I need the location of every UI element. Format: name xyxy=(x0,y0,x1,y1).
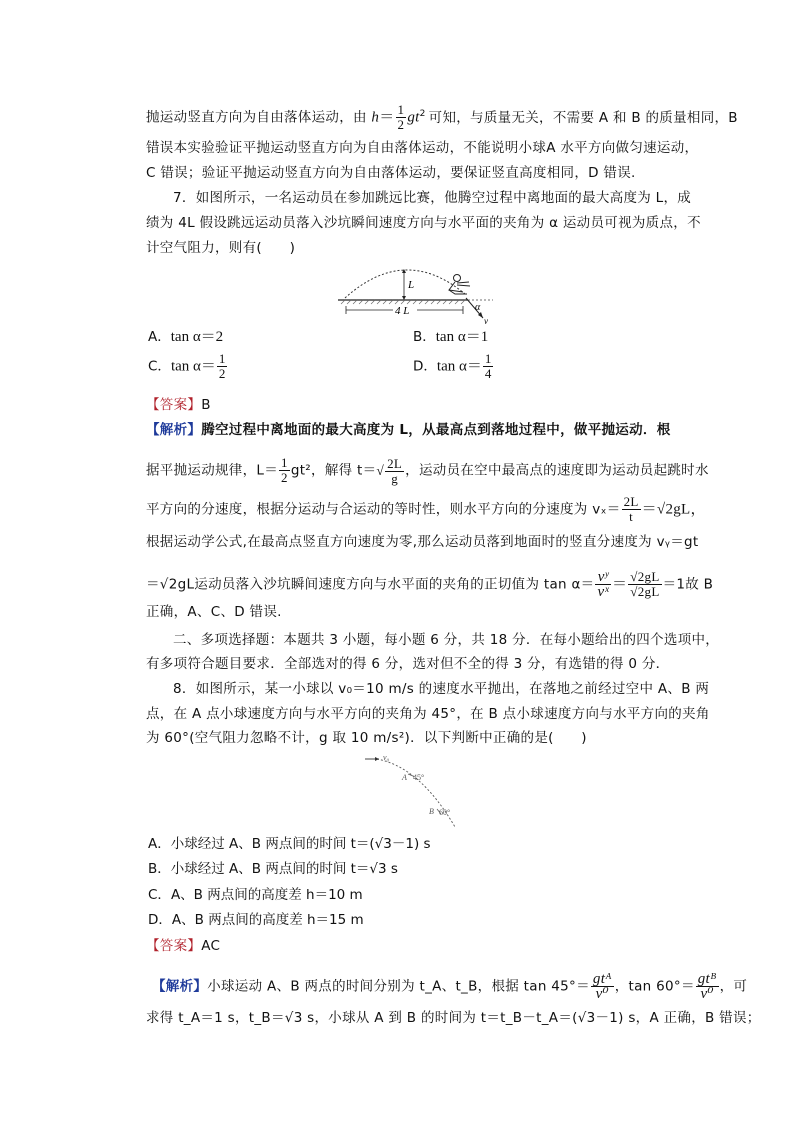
fraction: $\frac{1}{2}$ xyxy=(397,102,405,132)
prev-explanation-line3: C 错误；验证平抛运动竖直方向为自由落体运动，要保证竖直高度相同，D 错误. xyxy=(146,165,636,181)
option-label: D． xyxy=(148,912,172,928)
option-text: 小球经过 A、B 两点间的时间 t＝(√3－1) s xyxy=(170,836,431,852)
fraction: $\frac{\text{gtᴬ}}{\text{v⁰}}$ xyxy=(592,971,612,1002)
text: 可知，与质量无关，不需要 A 和 B 的质量相同，B xyxy=(428,109,738,126)
option-text: tan α＝2 xyxy=(170,329,224,345)
text: 腾空过程中离地面的最大高度为 L，从最高点到落地过程中，做平抛运动．根 xyxy=(201,422,671,438)
q7-option-d[interactable] xyxy=(413,352,494,381)
section2-line2: 有多项符合题目要求．全部选对的得 6 分，选对但不全的得 3 分，有选错的得 0 分． xyxy=(146,656,670,672)
q7-stem-line2: 绩为 4L 假设跳远运动员落入沙坑瞬间速度方向与水平面的夹角为 α 运动员可视为质点，不 xyxy=(146,215,701,231)
q7-option-c[interactable] xyxy=(148,352,228,381)
q8-option-c[interactable] xyxy=(148,885,363,905)
text: ＝1故 B xyxy=(662,576,714,593)
svg-text:L: L xyxy=(408,279,415,291)
explanation-tag: 【解析】 xyxy=(146,422,202,438)
prev-explanation-line2: 错误本实验验证平抛运动竖直方向为自由落体运动，不能说明小球A 水平方向做匀速运动， xyxy=(146,140,699,156)
q7-explanation-line6: 正确，A、C、D 错误. xyxy=(146,604,282,620)
answer-tag: 【答案】 xyxy=(146,397,202,413)
q7-explanation-line1 xyxy=(146,420,671,440)
fraction: $\frac{\text{vʸ}}{\text{vˣ}}$ xyxy=(597,569,609,600)
q7-option-b[interactable] xyxy=(413,327,488,347)
svg-text:v: v xyxy=(484,316,488,326)
q8-answer xyxy=(146,936,220,956)
svg-text:60°: 60° xyxy=(439,808,451,817)
q7-stem-line1: 7．如图所示，一名运动员在参加跳远比赛，他腾空过程中离地面的最大高度为 L，成 xyxy=(173,190,692,206)
option-text: 小球经过 A、B 两点间的时间 t＝√3 s xyxy=(170,861,398,877)
projectile-figure xyxy=(355,752,465,832)
fraction: $\frac{1}{2}$ xyxy=(218,351,226,381)
fraction: $\frac{1}{4}$ xyxy=(484,351,492,381)
q8-option-d[interactable] xyxy=(148,910,364,930)
formula: h xyxy=(371,109,380,126)
svg-text:45°: 45° xyxy=(413,773,425,782)
text: ＝√2gL， xyxy=(641,501,706,518)
option-label: D． xyxy=(413,358,437,375)
option-text: tan α＝1 xyxy=(435,329,489,345)
sqrt-expression: √ $\frac{2L}{g}$ xyxy=(376,455,403,486)
fraction: $\frac{\text{gtᴮ}}{\text{v⁰}}$ xyxy=(697,971,717,1002)
text: ＝ xyxy=(611,576,628,593)
text: ，可 xyxy=(719,978,748,995)
option-label: A． xyxy=(148,329,171,345)
text: gt²，解得 t＝ xyxy=(290,462,377,479)
q8-stem-line2: 点，在 A 点小球速度方向与水平方向的夹角为 45°，在 B 点小球速度方向与水平方向的夹角 xyxy=(146,706,710,722)
text: 平方向的分速度，根据分运动与合运动的等时性，则水平方向的分速度为 vₓ＝ xyxy=(146,501,621,518)
q8-option-b[interactable] xyxy=(148,859,398,879)
fraction: $\frac{√2gL}{√2gL}$ xyxy=(630,569,660,599)
answer-value: B xyxy=(201,397,211,413)
answer-value: AC xyxy=(201,938,221,954)
q7-explanation-line3 xyxy=(146,495,706,524)
svg-text:4 L: 4 L xyxy=(395,305,410,317)
q7-explanation-line2 xyxy=(146,456,709,486)
option-label: B． xyxy=(148,861,171,877)
option-label: A． xyxy=(148,836,171,852)
answer-tag: 【答案】 xyxy=(146,938,202,954)
text: 抛运动竖直方向为自由落体运动，由 xyxy=(146,109,372,126)
text: 小球运动 A、B 两点的时间分别为 t_A、t_B，根据 tan 45°＝ xyxy=(207,978,590,995)
explanation-tag: 【解析】 xyxy=(152,978,208,995)
section2-line1: 二、多项选择题：本题共 3 小题，每小题 6 分，共 18 分．在每小题给出的四个选项中， xyxy=(173,632,720,648)
fraction: $\frac{1}{2}$ xyxy=(281,455,288,485)
q8-stem-line3: 为 60°(空气阻力忽略不计，g 取 10 m/s²)．以下判断中正确的是( ) xyxy=(146,730,587,746)
option-label: B． xyxy=(413,329,436,345)
prev-explanation-line1: 抛运动竖直方向为自由落体运动，由 h＝ $\frac{1}{2}$ $gt^2$ 可知，与质量无关，不需要 A 和 B 的质量相同，B xyxy=(146,102,738,132)
svg-text:A: A xyxy=(402,773,407,782)
fraction: $\frac{2L}{t}$ xyxy=(623,494,639,524)
svg-text:α: α xyxy=(475,302,481,313)
option-text: tan α＝ xyxy=(170,358,216,375)
option-text: A、B 两点间的高度差 h＝15 m xyxy=(171,912,364,928)
long-jump-figure xyxy=(333,266,493,326)
option-label: C． xyxy=(148,887,171,903)
q8-option-a[interactable] xyxy=(148,834,431,854)
svg-text:v₀: v₀ xyxy=(383,753,390,762)
q8-stem-line1: 8．如图所示，某一小球以 v₀＝10 m/s 的速度水平抛出，在落地之前经过空中 A、B 两 xyxy=(173,681,710,697)
svg-text:B: B xyxy=(429,807,434,816)
q7-explanation-line5 xyxy=(146,570,713,599)
text: ＝√2gL运动员落入沙坑瞬间速度方向与水平面的夹角的正切值为 tan α＝ xyxy=(146,576,595,593)
q7-stem-line3: 计空气阻力，则有( ) xyxy=(146,240,296,256)
q7-answer xyxy=(146,395,211,415)
q8-explanation-line1 xyxy=(152,972,747,1001)
q8-explanation-line2: 求得 t_A＝1 s，t_B＝√3 s，小球从 A 到 B 的时间为 t＝t_B－t_A＝(√3－1) s，A 正确，B 错误； xyxy=(146,1010,761,1026)
text: ，tan 60°＝ xyxy=(614,978,695,995)
option-text: tan α＝ xyxy=(436,358,482,375)
text: ，运动员在空中最高点的速度即为运动员起跳时水 xyxy=(405,462,709,479)
text: 据平抛运动规律，L＝ xyxy=(146,462,279,479)
q7-option-a[interactable] xyxy=(148,327,223,347)
option-label: C． xyxy=(148,358,171,375)
q7-explanation-line4: 根据运动学公式,在最高点竖直方向速度为零,那么运动员落到地面时的竖直分速度为 vᵧ＝gt xyxy=(146,534,699,550)
option-text: A、B 两点间的高度差 h＝10 m xyxy=(170,887,363,903)
